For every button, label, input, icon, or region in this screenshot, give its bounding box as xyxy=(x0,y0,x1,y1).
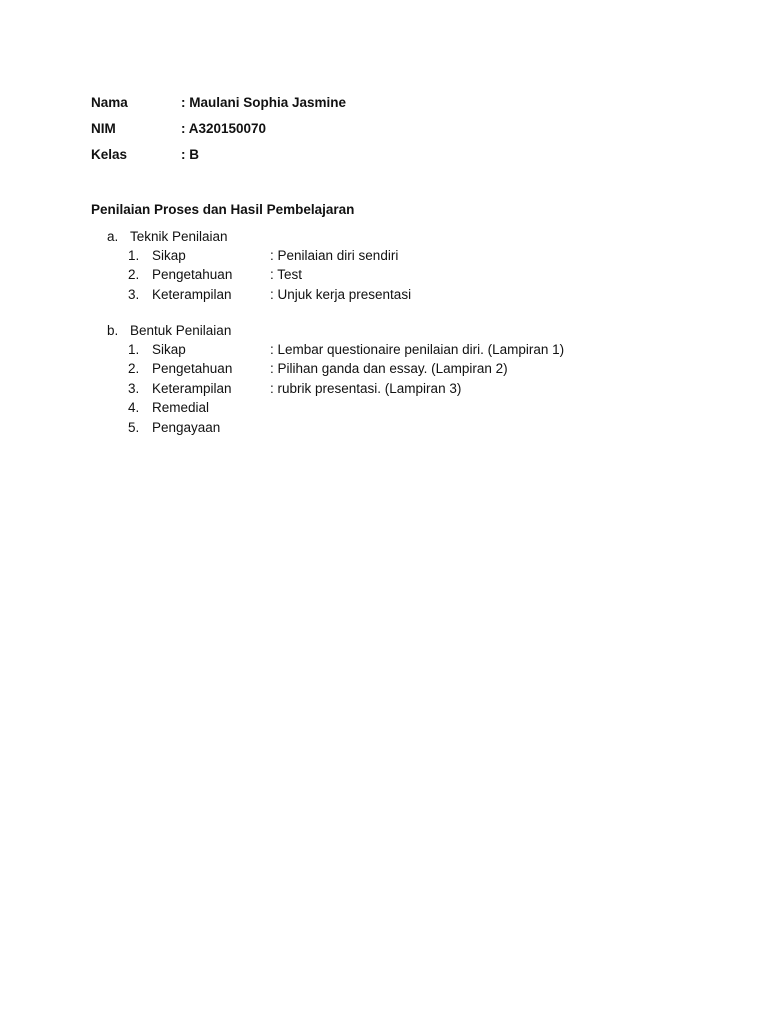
nim-row xyxy=(91,119,346,145)
list-item xyxy=(107,379,564,398)
item-desc: : Unjuk kerja presentasi xyxy=(270,286,412,302)
section-a-header xyxy=(107,227,411,246)
item-number: 3. xyxy=(128,380,140,396)
item-desc: : Penilaian diri sendiri xyxy=(270,248,399,263)
item-number: 1. xyxy=(128,342,140,357)
list-item xyxy=(107,285,411,304)
list-item xyxy=(107,398,564,417)
item-name: Sikap xyxy=(152,342,186,357)
kelas-value: : B xyxy=(181,147,199,162)
item-name: Pengetahuan xyxy=(152,267,233,283)
section-teknik-penilaian xyxy=(107,227,411,304)
section-b-marker: b. xyxy=(107,323,119,338)
kelas-row xyxy=(91,145,346,171)
section-a-marker: a. xyxy=(107,229,119,244)
section-a-title: Teknik Penilaian xyxy=(130,229,228,244)
student-info xyxy=(91,93,346,171)
list-item xyxy=(107,359,564,378)
nim-label: NIM xyxy=(91,121,116,136)
section-b-header xyxy=(107,321,564,340)
section-bentuk-penilaian xyxy=(107,321,564,437)
item-number: 2. xyxy=(128,267,140,283)
nama-value: : Maulani Sophia Jasmine xyxy=(181,95,347,110)
item-name: Remedial xyxy=(152,400,210,416)
item-number: 1. xyxy=(128,248,140,263)
item-number: 5. xyxy=(128,419,140,435)
item-number: 3. xyxy=(128,286,140,302)
item-desc: : Test xyxy=(270,267,303,283)
item-name: Pengayaan xyxy=(152,419,221,435)
item-name: Pengetahuan xyxy=(152,361,233,377)
item-name: Keterampilan xyxy=(152,380,232,396)
section-heading: Penilaian Proses dan Hasil Pembelajaran xyxy=(91,202,355,217)
list-item xyxy=(107,246,411,265)
list-item xyxy=(107,418,564,437)
section-b-title: Bentuk Penilaian xyxy=(130,323,232,338)
nim-value: : A320150070 xyxy=(181,121,267,136)
nama-label: Nama xyxy=(91,95,128,110)
item-desc: : Pilihan ganda dan essay. (Lampiran 2) xyxy=(270,361,508,377)
item-name: Keterampilan xyxy=(152,286,232,302)
nama-row xyxy=(91,93,346,119)
list-item xyxy=(107,340,564,359)
item-desc: : Lembar questionaire penilaian diri. (Lampiran 1) xyxy=(270,342,565,357)
item-number: 2. xyxy=(128,361,140,377)
list-item xyxy=(107,265,411,284)
kelas-label: Kelas xyxy=(91,147,128,162)
item-number: 4. xyxy=(128,400,140,416)
item-desc: : rubrik presentasi. (Lampiran 3) xyxy=(270,380,462,396)
item-name: Sikap xyxy=(152,248,186,263)
